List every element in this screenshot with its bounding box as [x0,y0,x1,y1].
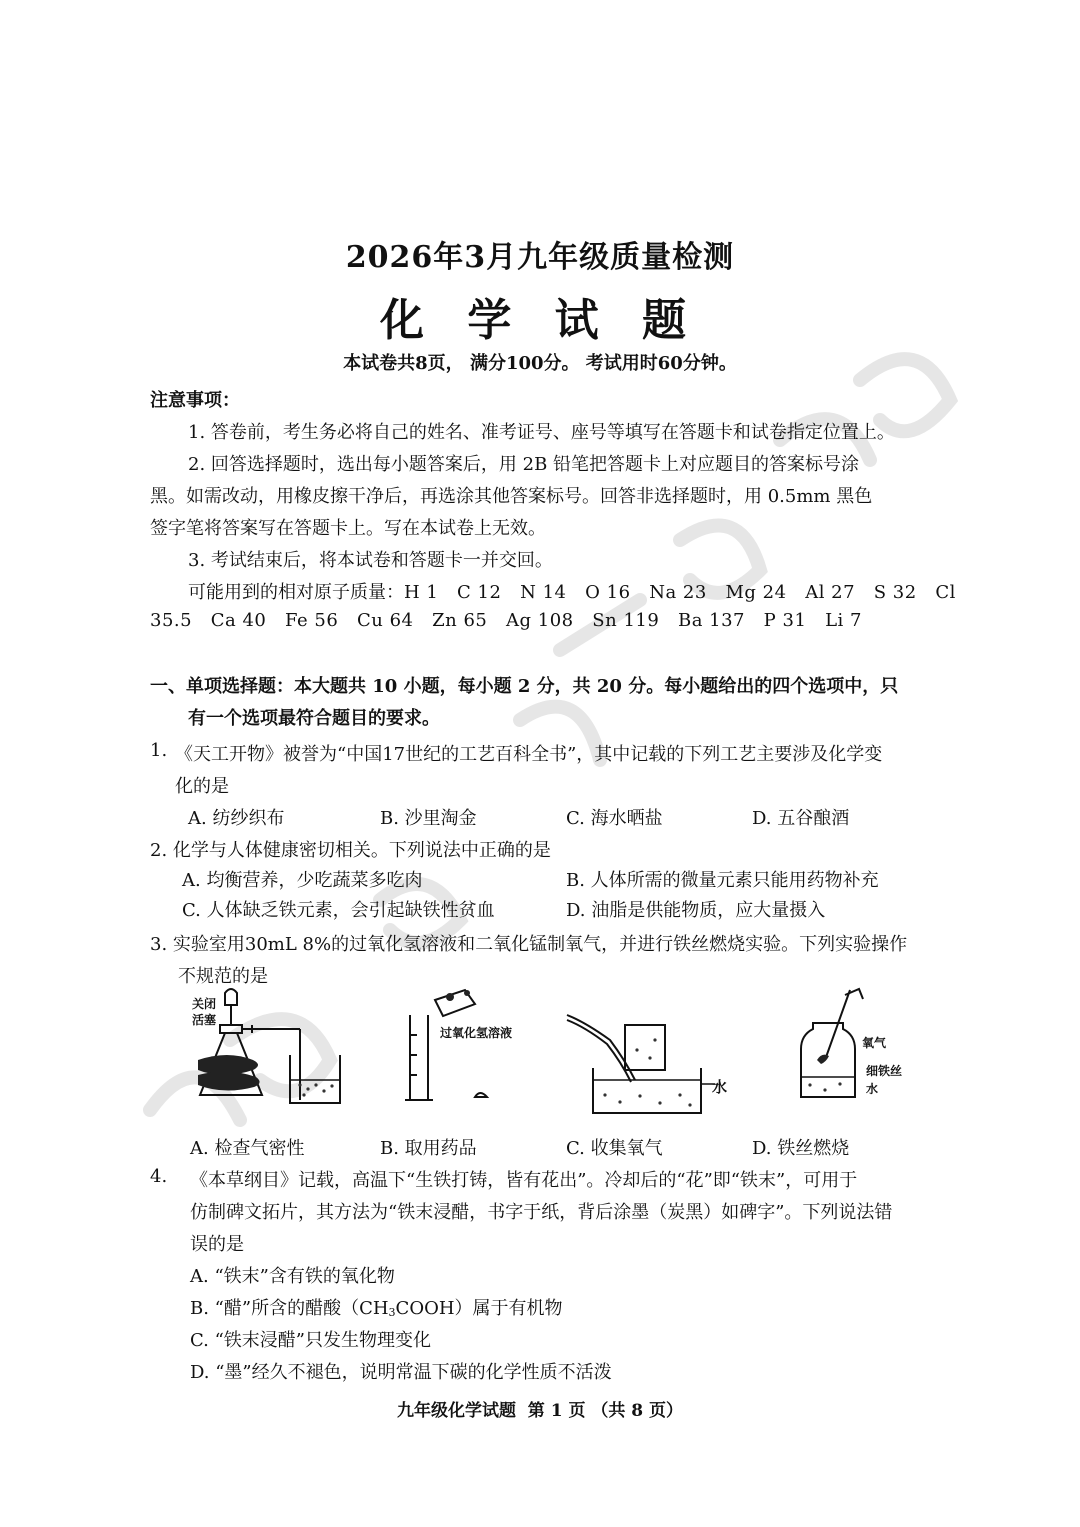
atomic-mass-line2: 35.5 Ca 40 Fe 56 Cu 64 Zn 65 Ag 108 Sn 119 Ba 137 P 31 Li 7 [150,610,862,631]
atomic-mass-line1 [188,578,956,604]
notice-item-2-line3: 签字笔将答案写在答题卡上。写在本试卷上无效。 [150,518,546,539]
q1-option-d: D. 五谷酿酒 [752,808,850,829]
q4-option-c: C. “铁末浸醋”只发生物理变化 [190,1330,431,1351]
q3-option-c: C. 收集氧气 [566,1138,663,1159]
q4-option-b-post: COOH）属于有机物 [395,1298,563,1319]
q4-option-a: A. “铁末”含有铁的氧化物 [190,1266,395,1287]
q4-line2: 仿制碑文拓片，其方法为“铁末浸醋，书字于纸，背后涂墨（炭黑）如碑字”。下列说法错 [190,1202,893,1223]
diagram-d-label-water: 水 [866,1082,879,1096]
subject-title: 化 学 试 题 [380,295,700,346]
section1-line1: 一、单项选择题：本大题共 10 小题，每小题 2 分，共 20 分。每小题给出的四个选项中，只 [150,676,899,697]
diagram-c-collect-oxygen [565,1010,735,1125]
diagram-d-iron-burning [795,985,870,1103]
diagram-d-label-iron-wire: 细铁丝 [866,1064,903,1078]
q4-option-b [190,1294,563,1320]
q1-line1: 《天工开物》被誉为“中国17世纪的工艺百科全书”，其中记载的下列工艺主要涉及化学变 [175,744,883,765]
q3-option-b: B. 取用药品 [380,1138,477,1159]
atomic-mass-values-1: H 1 C 12 N 14 O 16 Na 23 Mg 24 Al 27 S 32 Cl [404,582,956,603]
exam-meta: 本试卷共8页， 满分100分。 考试用时60分钟。 [343,353,737,374]
diagram-a-label-valve-2: 活塞 [192,1013,217,1027]
diagram-d-label-oxygen: 氧气 [862,1036,887,1050]
diagram-c-label-water: 水 [712,1078,728,1096]
page-footer: 九年级化学试题 第 1 页 （共 8 页） [396,1401,684,1421]
q4-option-b-subscript: 3 [388,1306,396,1319]
notice-heading: 注意事项： [150,390,240,411]
notice-item-1: 1. 答卷前，考生务必将自己的姓名、准考证号、座号等填写在答题卡和试卷指定位置上。 [188,422,895,443]
notice-item-3: 3. 考试结束后，将本试卷和答题卡一并交回。 [188,550,553,571]
q3-line1: 3. 实验室用30mL 8%的过氧化氢溶液和二氧化锰制氧气，并进行铁丝燃烧实验。下列实验操作 [150,934,908,955]
q1-option-a: A. 纺纱织布 [188,808,285,829]
exam-title: 2026年3月九年级质量检测 [345,240,735,275]
q3-line2: 不规范的是 [178,966,268,987]
q4-option-d: D. “墨”经久不褪色，说明常温下碳的化学性质不活泼 [190,1362,612,1383]
q1-line2: 化的是 [175,776,229,797]
q4-line3: 误的是 [190,1234,244,1255]
q2-option-a: A. 均衡营养，少吃蔬菜多吃肉 [182,870,423,891]
q1-number: 1. [150,740,168,761]
atomic-mass-label: 可能用到的相对原子质量： [188,582,404,603]
q2-option-d: D. 油脂是供能物质，应大量摄入 [566,900,826,921]
diagram-b-label-h2o2: 过氧化氢溶液 [440,1026,513,1040]
q2-text: 2. 化学与人体健康密切相关。下列说法中正确的是 [150,840,551,861]
q3-option-a: A. 检查气密性 [190,1138,305,1159]
section1-line2: 有一个选项最符合题目的要求。 [188,708,440,729]
q3-option-d: D. 铁丝燃烧 [752,1138,850,1159]
notice-item-2-line1: 2. 回答选择题时，选出每小题答案后，用 2B 铅笔把答题卡上对应题目的答案标号涂 [188,454,860,475]
q1-option-c: C. 海水晒盐 [566,808,663,829]
q1-option-b: B. 沙里淘金 [380,808,477,829]
q4-line1: 《本草纲目》记载，高温下“生铁打铸，皆有花出”。冷却后的“花”即“铁末”，可用于 [190,1170,858,1191]
notice-item-2-line2: 黑。如需改动，用橡皮擦干净后，再选涂其他答案标号。回答非选择题时，用 0.5mm 黑色 [150,486,873,507]
diagram-b-taking-reagent [395,985,535,1115]
q4-number: 4. [150,1166,168,1187]
q2-option-c: C. 人体缺乏铁元素，会引起缺铁性贫血 [182,900,495,921]
diagram-a-label-valve-1: 关闭 [192,997,217,1011]
q2-option-b: B. 人体所需的微量元素只能用药物补充 [566,870,879,891]
q4-option-b-pre: B. “醋”所含的醋酸（CH [190,1298,389,1319]
